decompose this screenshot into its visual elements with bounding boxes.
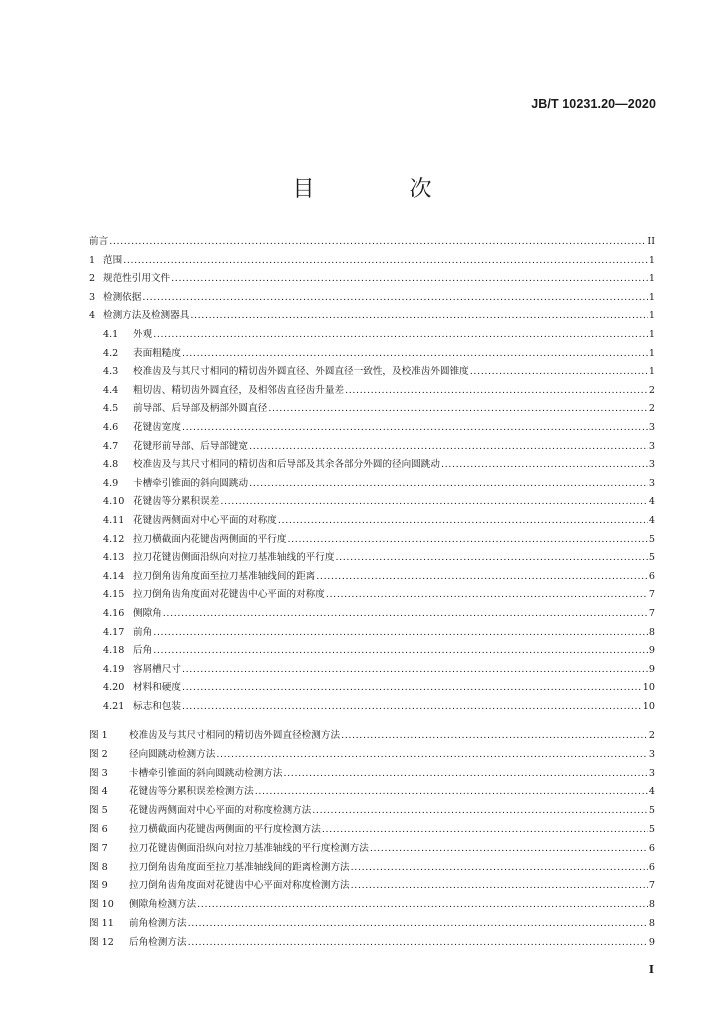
page-number: I [648, 963, 654, 976]
figure-entry[interactable] [89, 766, 655, 780]
dot-leader [351, 880, 648, 892]
entry-number: 3 [89, 292, 96, 303]
toc-entry[interactable] [89, 346, 655, 360]
entry-label: 卡槽牵引锥面的斜向圆跳动 [133, 478, 249, 489]
dot-leader [441, 459, 648, 471]
entry-number: 图 4 [89, 786, 108, 797]
entry-number: 图 1 [89, 730, 108, 741]
entry-label: 花键形前导部、后导部键宽 [133, 441, 249, 452]
entry-label: 后角 [133, 645, 153, 656]
dot-leader [255, 786, 648, 798]
entry-page: 2 [648, 730, 655, 741]
entry-page: 1 [648, 310, 655, 321]
dot-leader [216, 749, 648, 761]
entry-label: 检测方法及检测器具 [103, 310, 190, 321]
entry-page: 3 [648, 441, 655, 452]
entry-label: 侧隙角 [133, 608, 162, 619]
entry-page: 5 [648, 552, 655, 563]
entry-number: 4.11 [103, 515, 125, 526]
entry-page: 5 [648, 534, 655, 545]
entry-page: 2 [648, 403, 655, 414]
document-code: JB/T 10231.20—2020 [531, 97, 656, 111]
dot-leader [153, 329, 648, 341]
entry-label: 拉刀横截面内花键齿两侧面的平行度检测方法 [129, 824, 321, 835]
toc-entry[interactable] [89, 253, 655, 267]
entry-page: 1 [648, 292, 655, 303]
toc-entry[interactable] [89, 271, 655, 285]
entry-page: II [647, 236, 655, 247]
dot-leader [182, 348, 648, 360]
dot-leader [109, 236, 646, 248]
toc-entry[interactable] [89, 494, 655, 508]
dot-leader [316, 571, 648, 583]
figure-entry[interactable] [89, 878, 655, 892]
entry-label: 拉刀倒角齿角度面对花键齿中心平面对称度检测方法 [129, 880, 350, 891]
entry-label: 规范性引用文件 [103, 273, 171, 284]
entry-label: 粗切齿、精切齿外圆直径，及相邻齿直径齿升量差 [133, 385, 345, 396]
figure-entry[interactable] [89, 747, 655, 761]
entry-label: 标志和包装 [133, 701, 181, 712]
entry-number: 4.18 [103, 645, 125, 656]
entry-page: 6 [648, 571, 655, 582]
figure-entry[interactable] [89, 841, 655, 855]
entry-label: 花键齿宽度 [133, 422, 181, 433]
entry-number: 图 10 [89, 899, 114, 910]
dot-leader [182, 664, 648, 676]
dot-leader [326, 589, 648, 601]
entry-page: 7 [648, 589, 655, 600]
entry-label: 花键齿两侧面对中心平面的对称度 [133, 515, 277, 526]
entry-label: 前导部、后导部及柄部外圆直径 [133, 403, 268, 414]
figure-entry[interactable] [89, 784, 655, 798]
entry-label: 前角 [133, 627, 153, 638]
entry-number: 图 12 [89, 937, 114, 948]
entry-page: 3 [648, 768, 655, 779]
entry-label: 花键齿等分累积误差检测方法 [129, 786, 254, 797]
entry-label: 前角检测方法 [129, 918, 187, 929]
dot-leader [335, 552, 647, 564]
entry-label: 校准齿及与其尺寸相同的精切齿和后导部及其余各部分外圆的径向圆跳动 [133, 459, 440, 470]
entry-number: 4.5 [103, 403, 119, 414]
entry-page: 1 [648, 273, 655, 284]
dot-leader [341, 730, 648, 742]
entry-number: 4.2 [103, 348, 119, 359]
toc-entry[interactable] [89, 699, 655, 713]
entry-page: 8 [648, 627, 655, 638]
entry-number: 4.15 [103, 589, 125, 600]
toc-entry[interactable] [89, 476, 655, 490]
entry-number: 4.6 [103, 422, 119, 433]
toc-entry[interactable] [89, 513, 655, 527]
toc-entry[interactable] [89, 420, 655, 434]
figure-entry[interactable] [89, 822, 655, 836]
entry-number: 4.12 [103, 534, 125, 545]
entry-number: 图 11 [89, 918, 114, 929]
dot-leader [370, 843, 648, 855]
entry-number: 4.3 [103, 366, 119, 377]
dot-leader [153, 645, 648, 657]
entry-number: 1 [89, 255, 96, 266]
entry-number: 4.16 [103, 608, 125, 619]
entry-label: 范围 [103, 255, 123, 266]
entry-label: 径向圆跳动检测方法 [129, 749, 216, 760]
entry-page: 9 [648, 664, 655, 675]
toc-entry[interactable] [89, 383, 655, 397]
entry-page: 8 [648, 918, 655, 929]
entry-page: 4 [648, 515, 655, 526]
dot-leader [190, 310, 648, 322]
toc-entry[interactable] [89, 606, 655, 620]
entry-number: 2 [89, 273, 96, 284]
toc-entry[interactable] [89, 327, 655, 341]
dot-leader [278, 515, 648, 527]
toc-entry[interactable] [89, 457, 655, 471]
dot-leader [470, 366, 648, 378]
entry-page: 1 [648, 329, 655, 340]
toc-entry[interactable] [89, 662, 655, 676]
entry-page: 5 [648, 824, 655, 835]
entry-page: 6 [648, 862, 655, 873]
entry-number: 4.14 [103, 571, 125, 582]
entry-page: 4 [648, 786, 655, 797]
figure-entry[interactable] [89, 935, 655, 949]
entry-page: 7 [648, 608, 655, 619]
entry-label: 卡槽牵引锥面的斜向圆跳动检测方法 [129, 768, 283, 779]
entry-page: 4 [648, 496, 655, 507]
dot-leader [188, 918, 648, 930]
dot-leader [322, 824, 648, 836]
entry-number: 4.8 [103, 459, 119, 470]
entry-label: 表面粗糙度 [133, 348, 181, 359]
entry-number: 图 6 [89, 824, 108, 835]
entry-label: 拉刀倒角齿角度面至拉刀基准轴线间的距离检测方法 [129, 862, 350, 873]
dot-leader [123, 255, 648, 267]
figure-entry[interactable] [89, 728, 655, 742]
entry-page: 9 [648, 937, 655, 948]
entry-label: 后角检测方法 [129, 937, 187, 948]
toc-entry[interactable] [89, 550, 655, 564]
dot-leader [153, 627, 648, 639]
entry-label: 前言 [89, 236, 109, 247]
entry-number: 图 9 [89, 880, 108, 891]
dot-leader [182, 701, 642, 713]
entry-page: 1 [648, 255, 655, 266]
toc-entry[interactable] [89, 439, 655, 453]
entry-label: 花键齿两侧面对中心平面的对称度检测方法 [129, 805, 312, 816]
entry-label: 花键齿等分累积误差 [133, 496, 220, 507]
dot-leader [351, 862, 648, 874]
dot-leader [188, 937, 648, 949]
dot-leader [345, 385, 648, 397]
dot-leader [268, 403, 648, 415]
entry-page: 3 [648, 749, 655, 760]
dot-leader [249, 478, 648, 490]
toc-entry[interactable] [89, 234, 655, 248]
entry-number: 4.17 [103, 627, 125, 638]
entry-number: 4.10 [103, 496, 125, 507]
entry-label: 容屑槽尺寸 [133, 664, 181, 675]
entry-page: 10 [642, 682, 655, 693]
toc-entry[interactable] [89, 308, 655, 322]
dot-leader [182, 422, 648, 434]
entry-number: 4.13 [103, 552, 125, 563]
entry-page: 1 [648, 348, 655, 359]
entry-page: 3 [648, 478, 655, 489]
entry-label: 校准齿及与其尺寸相同的精切齿外圆直径检测方法 [129, 730, 341, 741]
entry-page: 10 [642, 701, 655, 712]
toc-entry[interactable] [89, 290, 655, 304]
entry-number: 4.1 [103, 329, 119, 340]
entry-number: 4.21 [103, 701, 125, 712]
entry-number: 图 2 [89, 749, 108, 760]
dot-leader [288, 534, 648, 546]
toc-entry[interactable] [89, 532, 655, 546]
entry-page: 5 [648, 805, 655, 816]
figure-entry[interactable] [89, 897, 655, 911]
entry-number: 4.7 [103, 441, 119, 452]
entry-label: 材料和硬度 [133, 682, 181, 693]
entry-label: 拉刀倒角齿角度面对花键齿中心平面的对称度 [133, 589, 325, 600]
entry-label: 外观 [133, 329, 153, 340]
entry-number: 图 3 [89, 768, 108, 779]
dot-leader [284, 768, 648, 780]
toc-entry[interactable] [89, 364, 655, 378]
toc-entry[interactable] [89, 643, 655, 657]
entry-number: 图 7 [89, 843, 108, 854]
entry-number: 4 [89, 310, 96, 321]
dot-leader [142, 292, 648, 304]
entry-page: 6 [648, 843, 655, 854]
toc-entry[interactable] [89, 680, 655, 694]
entry-page: 1 [648, 366, 655, 377]
entry-number: 4.19 [103, 664, 125, 675]
dot-leader [312, 805, 648, 817]
dot-leader [163, 608, 648, 620]
dot-leader [182, 682, 642, 694]
dot-leader [197, 899, 648, 911]
toc-entry[interactable] [89, 401, 655, 415]
toc-entry[interactable] [89, 587, 655, 601]
entry-page: 2 [648, 385, 655, 396]
entry-label: 侧隙角检测方法 [129, 899, 197, 910]
entry-number: 4.4 [103, 385, 119, 396]
dot-leader [249, 441, 648, 453]
toc-title: 目 次 [292, 177, 476, 202]
dot-leader [220, 496, 648, 508]
entry-page: 7 [648, 880, 655, 891]
entry-number: 图 5 [89, 805, 108, 816]
entry-page: 3 [648, 459, 655, 470]
entry-label: 检测依据 [103, 292, 142, 303]
entry-number: 4.20 [103, 682, 125, 693]
dot-leader [171, 273, 648, 285]
toc-entry[interactable] [89, 625, 655, 639]
figure-entry[interactable] [89, 860, 655, 874]
entry-label: 拉刀花键齿侧面沿纵向对拉刀基准轴线的平行度检测方法 [129, 843, 369, 854]
entry-label: 校准齿及与其尺寸相同的精切齿外圆直径、外圆直径一致性，及校准齿外圆锥度 [133, 366, 469, 377]
entry-number: 图 8 [89, 862, 108, 873]
entry-label: 拉刀横截面内花键齿两侧面的平行度 [133, 534, 287, 545]
toc-entry[interactable] [89, 569, 655, 583]
entry-label: 拉刀花键齿侧面沿纵向对拉刀基准轴线的平行度 [133, 552, 335, 563]
entry-label: 拉刀倒角齿角度面至拉刀基准轴线间的距离 [133, 571, 316, 582]
entry-page: 9 [648, 645, 655, 656]
entry-page: 3 [648, 422, 655, 433]
entry-number: 4.9 [103, 478, 119, 489]
entry-page: 8 [648, 899, 655, 910]
figure-entry[interactable] [89, 803, 655, 817]
figure-entry[interactable] [89, 916, 655, 930]
